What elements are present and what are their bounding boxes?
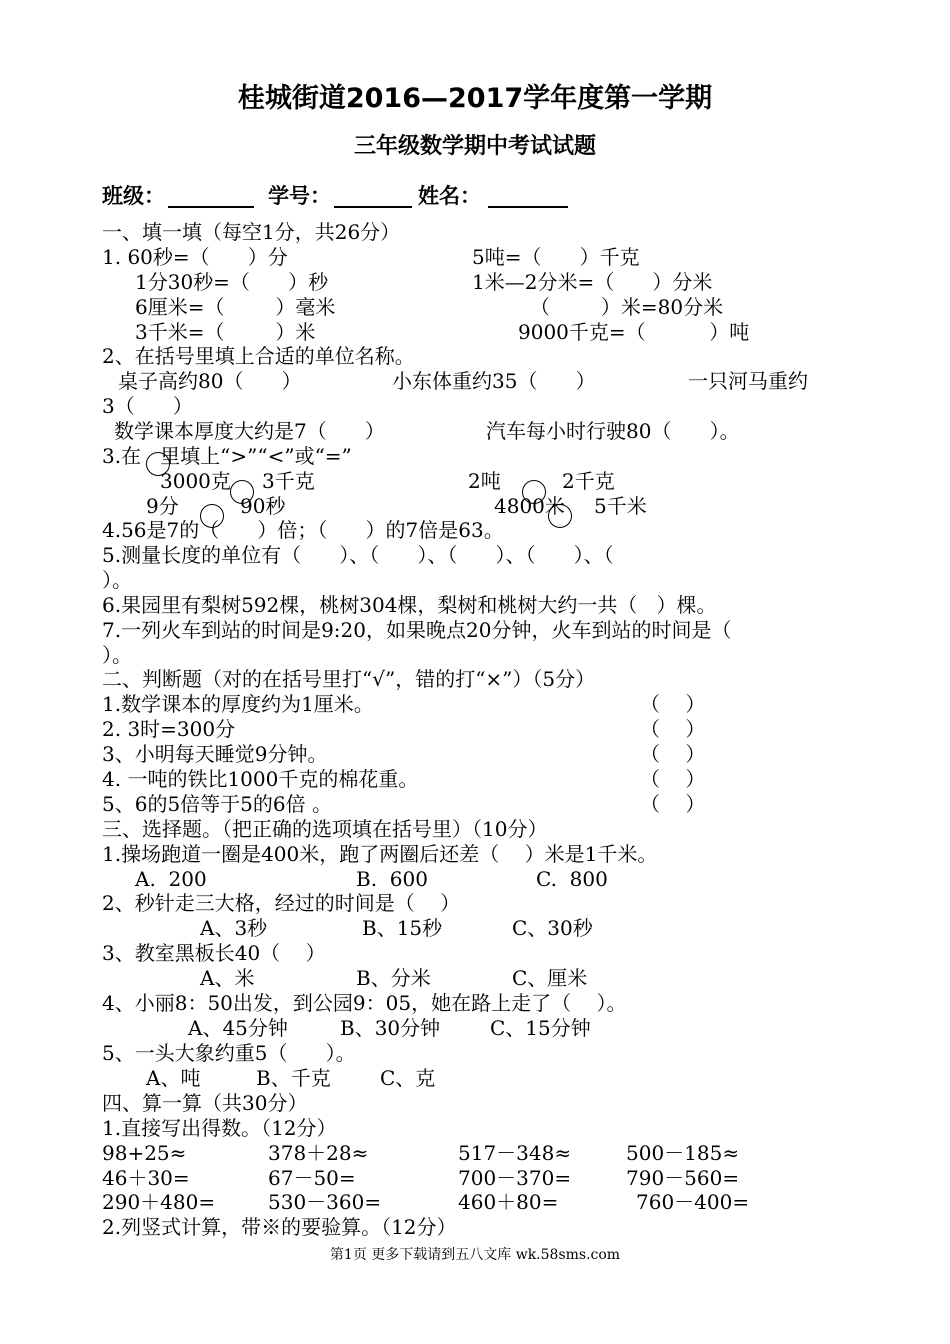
s3-q4-opt-a[interactable]: A、45分钟 [188,1016,288,1040]
s2-bracket-1[interactable]: （ ） [640,692,706,716]
name-label: 姓名： [418,184,481,208]
s1-q3-stem: 3.在 里填上“>”“<”或“=” [102,444,352,468]
calc-r1-c1: 98+25≈ [102,1141,187,1165]
s3-q5-opt-b[interactable]: B、千克 [256,1066,331,1090]
s1-q2-e: 汽车每小时行驶80（ ）。 [486,419,740,443]
s1-q1-h: 9000千克=（ ）吨 [518,320,750,344]
calc-r3-c4: 760－400= [636,1190,750,1214]
s4-q2: 2.列竖式计算，带※的要验算。（12分） [102,1215,457,1239]
calc-r2-c4: 790－560= [626,1166,740,1190]
s1-q2-stem: 2、在括号里填上合适的单位名称。 [102,344,415,368]
calc-r2-c3: 700－370= [458,1166,572,1190]
s1-q4: 4.56是7的（ ）倍；（ ）的7倍是63。 [102,518,504,542]
s1-q1-g: 3千米=（ ）米 [135,320,316,344]
s1-q3-b2: 2千克 [562,469,615,493]
s3-q4-opt-b[interactable]: B、30分钟 [340,1016,441,1040]
s3-q5-opt-a[interactable]: A、吨 [146,1066,201,1090]
class-blank[interactable] [168,206,254,208]
s3-q1: 1.操场跑道一圈是400米，跑了两圈后还差（ ）米是1千米。 [102,842,658,866]
s1-q3-d2: 5千米 [594,494,647,518]
section4-heading: 四、算一算（共30分） [102,1091,308,1115]
s2-item-5: 5、6的5倍等于5的6倍 。 [102,792,332,816]
s3-q4: 4、小丽8：50出发，到公园9：05，她在路上走了（ ）。 [102,991,627,1015]
s1-q1-d: 1米—2分米=（ ）分米 [472,270,713,294]
s4-q1: 1.直接写出得数。（12分） [102,1116,337,1140]
section2-heading: 二、判断题（对的在括号里打“√”，错的打“×”）（5分） [102,667,596,691]
s1-q3-b1: 2吨 [468,469,501,493]
student-number-blank[interactable] [334,206,412,208]
s2-bracket-5[interactable]: （ ） [640,792,706,816]
s2-bracket-4[interactable]: （ ） [640,767,706,791]
s3-q2: 2、秒针走三大格，经过的时间是（ ） [102,891,461,915]
s1-q7: 7.一列火车到站的时间是9:20，如果晚点20分钟，火车到站的时间是（ [102,618,732,642]
calc-r1-c4: 500－185≈ [626,1141,740,1165]
s1-q7-end: ）。 [102,643,132,667]
compare-circle-4[interactable] [548,504,572,528]
calc-r2-c1: 46＋30= [102,1166,190,1190]
s1-q2-c: 一只河马重约 [688,369,808,393]
section1-heading: 一、填一填（每空1分，共26分） [102,220,401,244]
s3-q3-opt-a[interactable]: A、米 [200,966,255,990]
page-subtitle: 三年级数学期中考试试题 [353,134,596,159]
s3-q2-opt-a[interactable]: A、3秒 [200,916,268,940]
s1-q1-e: 6厘米=（ ）毫米 [135,295,336,319]
page-title: 桂城街道2016—2017学年度第一学期 [237,83,713,114]
s2-item-4: 4. 一吨的铁比1000千克的棉花重。 [102,767,419,791]
calc-r3-c2: 530－360= [268,1190,382,1214]
s1-q2-a: 桌子高约80（ ） [118,369,302,393]
calc-r1-c2: 378＋28≈ [268,1141,369,1165]
s2-bracket-2[interactable]: （ ） [640,717,706,741]
s3-q2-opt-b[interactable]: B、15秒 [362,916,443,940]
s1-q3-c2: 90秒 [240,494,286,518]
calc-r3-c1: 290＋480= [102,1190,216,1214]
s1-q3-a2: 3千克 [262,469,315,493]
s1-q1-c: 1分30秒=（ ）秒 [135,270,329,294]
calc-r2-c2: 67－50= [268,1166,356,1190]
s2-bracket-3[interactable]: （ ） [640,742,706,766]
s1-q3-d1: 4800米 [494,494,565,518]
s3-q1-opt-a[interactable]: A. 200 [135,867,207,891]
s1-q5: 5.测量长度的单位有（ ）、（ ）、（ ）、（ ）、（ [102,543,614,567]
s3-q5: 5、一头大象约重5（ ）。 [102,1041,356,1065]
s3-q3-opt-c[interactable]: C、厘米 [512,966,588,990]
s3-q3: 3、教室黑板长40（ ） [102,941,326,965]
s2-item-2: 2. 3时=300分 [102,717,236,741]
s3-q1-opt-b[interactable]: B. 600 [356,867,428,891]
s1-q1-f: （ ）米=80分米 [530,295,724,319]
s2-item-1: 1.数学课本的厚度约为1厘米。 [102,692,374,716]
s1-q3-a1: 3000克 [160,469,231,493]
student-number-label: 学号： [268,184,331,208]
calc-r1-c3: 517－348≈ [458,1141,572,1165]
s1-q2-c2: 3（ ） [102,394,193,418]
s1-q5-end: ）。 [102,568,132,592]
section3-heading: 三、选择题。（把正确的选项填在括号里）（10分） [102,817,548,841]
s1-q3-c1: 9分 [146,494,179,518]
s2-item-3: 3、小明每天睡觉9分钟。 [102,742,328,766]
class-label: 班级： [102,184,165,208]
s1-q1-a: 1. 60秒=（ ）分 [102,245,288,269]
s3-q4-opt-c[interactable]: C、15分钟 [490,1016,591,1040]
name-blank[interactable] [488,206,568,208]
s1-q6: 6.果园里有梨树592棵，桃树304棵，梨树和桃树大约一共（ ）棵。 [102,593,717,617]
s1-q1-b: 5吨=（ ）千克 [472,245,640,269]
s3-q2-opt-c[interactable]: C、30秒 [512,916,593,940]
s3-q1-opt-c[interactable]: C. 800 [536,867,608,891]
s3-q5-opt-c[interactable]: C、克 [380,1066,436,1090]
calc-r3-c3: 460＋80= [458,1190,559,1214]
s3-q3-opt-b[interactable]: B、分米 [356,966,431,990]
page-footer: 第1页 更多下载请到五八文库 wk.58sms.com [329,1247,621,1263]
s1-q2-b: 小东体重约35（ ） [392,369,596,393]
s1-q2-d: 数学课本厚度大约是7（ ） [114,419,385,443]
